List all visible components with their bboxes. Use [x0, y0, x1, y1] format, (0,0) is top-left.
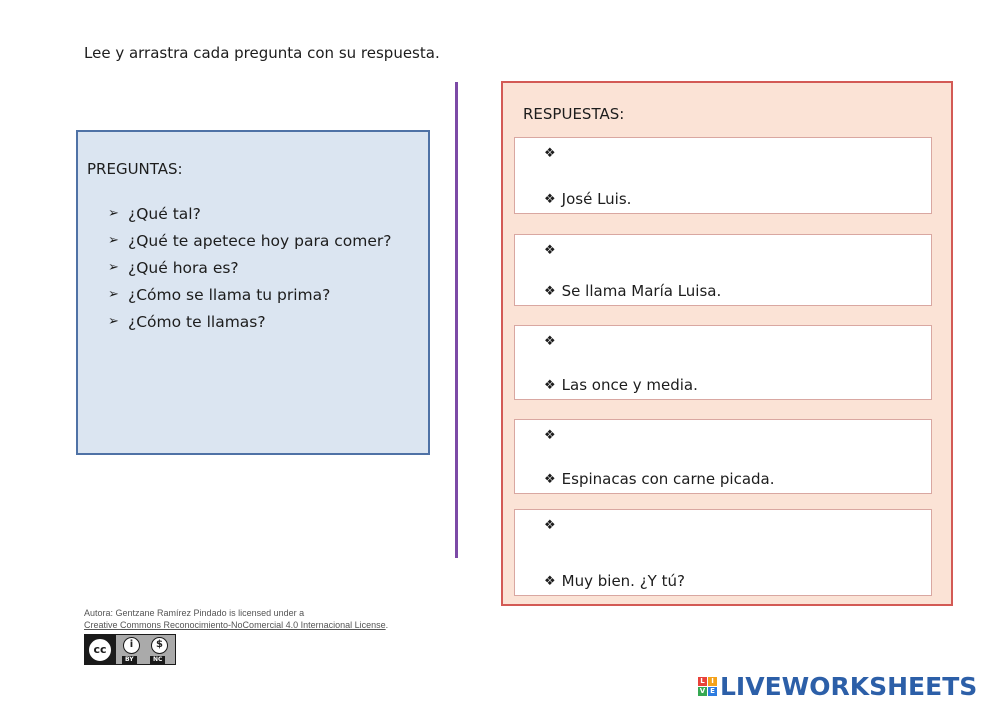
logo-squares-icon: [698, 677, 717, 696]
diamond-bullet-icon: ❖: [544, 518, 556, 533]
logo-square: E: [708, 687, 717, 696]
logo-text: LIVEWORKSHEETS: [720, 672, 978, 701]
cc-badge-right: [116, 635, 175, 664]
license-period: .: [385, 620, 389, 630]
questions-list: [108, 200, 392, 335]
diamond-bullet-icon: ❖: [544, 243, 556, 258]
answer-text: Se llama María Luisa.: [561, 282, 722, 300]
diamond-bullet-icon: ❖: [544, 471, 556, 487]
divider-line: [455, 82, 458, 558]
arrow-bullet-icon: ➢: [108, 314, 119, 329]
arrow-bullet-icon: ➢: [108, 206, 119, 221]
question-text: ¿Cómo te llamas?: [128, 312, 266, 331]
diamond-bullet-icon: ❖: [544, 146, 556, 161]
answers-title: RESPUESTAS:: [523, 105, 625, 123]
answer-drop-box[interactable]: [514, 509, 932, 596]
question-item[interactable]: [108, 254, 392, 281]
arrow-bullet-icon: ➢: [108, 233, 119, 248]
logo-square: I: [708, 677, 717, 686]
logo-square: V: [699, 687, 706, 695]
answer-text: José Luis.: [561, 190, 632, 208]
answer-item: [544, 572, 685, 590]
answer-item: [544, 470, 775, 488]
question-text: ¿Cómo se llama tu prima?: [128, 285, 331, 304]
answer-text: Espinacas con carne picada.: [561, 470, 775, 488]
answer-drop-box[interactable]: [514, 325, 932, 400]
answer-drop-box[interactable]: [514, 419, 932, 494]
liveworksheets-logo[interactable]: [698, 672, 977, 701]
question-text: ¿Qué te apetece hoy para comer?: [128, 231, 392, 250]
person-icon: i: [123, 637, 140, 654]
license-line: [84, 619, 388, 631]
answer-item: [544, 190, 631, 208]
questions-title: PREGUNTAS:: [87, 160, 183, 178]
question-item[interactable]: [108, 308, 392, 335]
answer-item: [544, 282, 721, 300]
arrow-bullet-icon: ➢: [108, 260, 119, 275]
license-text: [84, 607, 388, 631]
cc-license-badge[interactable]: [84, 634, 176, 665]
question-item[interactable]: [108, 200, 392, 227]
question-item[interactable]: [108, 281, 392, 308]
questions-panel: [76, 130, 430, 455]
question-text: ¿Qué tal?: [128, 204, 201, 223]
logo-square: L: [698, 677, 707, 686]
nc-label: NC: [150, 656, 165, 664]
diamond-bullet-icon: ❖: [544, 428, 556, 443]
diamond-bullet-icon: ❖: [544, 573, 556, 589]
diamond-bullet-icon: ❖: [544, 334, 556, 349]
answer-text: Las once y media.: [561, 376, 698, 394]
no-dollar-icon: $: [151, 637, 168, 654]
answer-drop-box[interactable]: [514, 137, 932, 214]
question-item[interactable]: [108, 227, 392, 254]
question-text: ¿Qué hora es?: [128, 258, 239, 277]
arrow-bullet-icon: ➢: [108, 287, 119, 302]
cc-icon: cc: [87, 637, 113, 663]
answer-drop-box[interactable]: [514, 234, 932, 306]
instruction-text: Lee y arrastra cada pregunta con su respuesta.: [84, 44, 440, 62]
diamond-bullet-icon: ❖: [544, 283, 556, 299]
diamond-bullet-icon: ❖: [544, 377, 556, 393]
answer-text: Muy bien. ¿Y tú?: [561, 572, 685, 590]
license-author: Autora: Gentzane Ramírez Pindado is licensed under a: [84, 608, 305, 618]
diamond-bullet-icon: ❖: [544, 191, 556, 207]
license-link[interactable]: Creative Commons Reconocimiento-NoComercial 4.0 Internacional License: [84, 620, 386, 630]
answer-item: [544, 376, 698, 394]
by-label: BY: [122, 656, 137, 664]
